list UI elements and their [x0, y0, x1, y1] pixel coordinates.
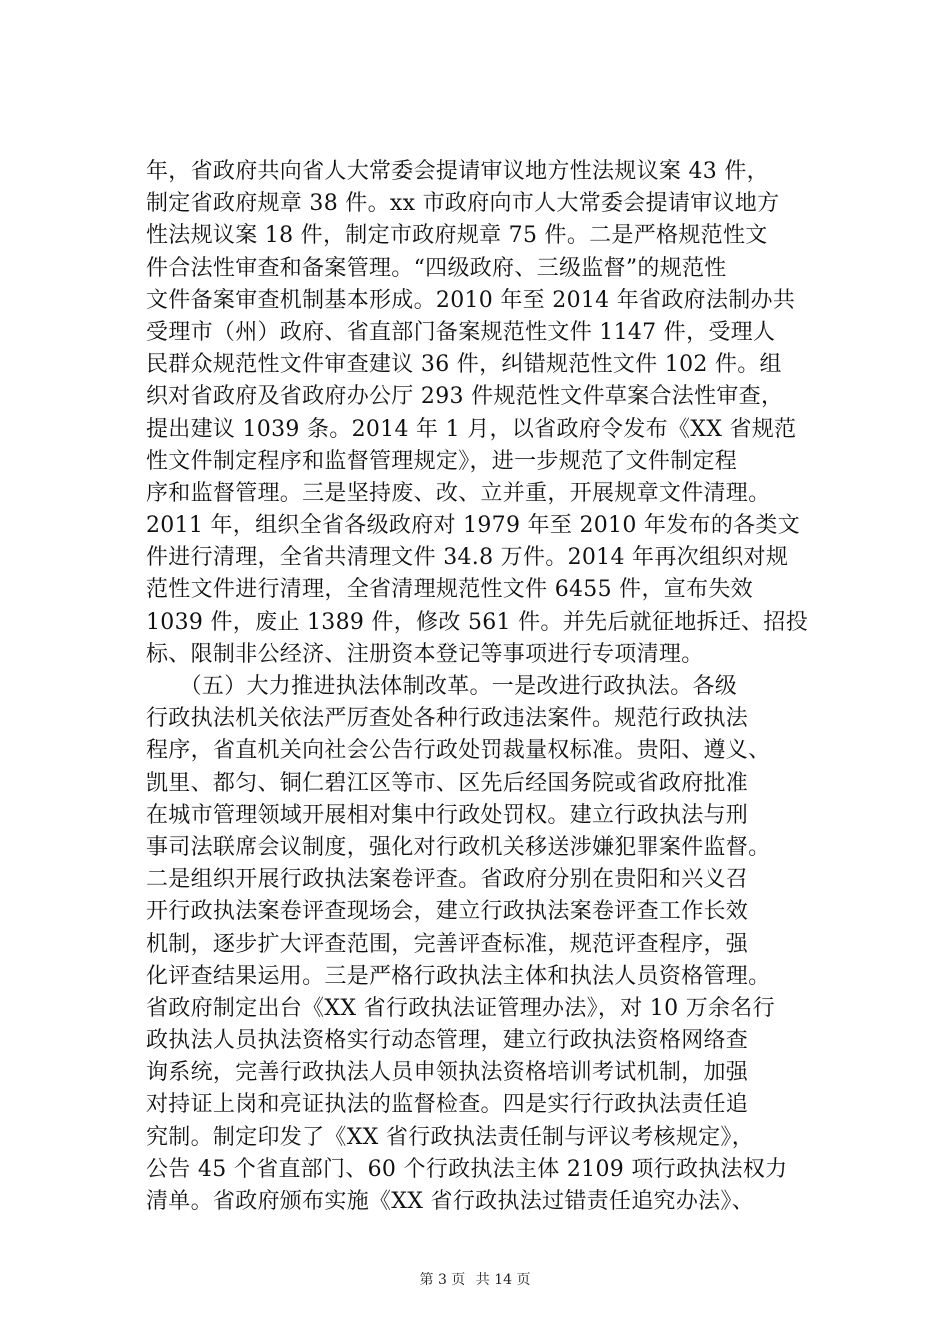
text-line: 在城市管理领域开展相对集中行政处罚权。建立行政执法与刑 — [146, 802, 749, 828]
body-text — [146, 156, 816, 1218]
text-line: 性文件制定程序和监督管理规定》，进一步规范了文件制定程 — [146, 448, 738, 474]
text-line: 开行政执法案卷评查现场会，建立行政执法案卷评查工作长效 — [146, 899, 749, 925]
text-line: 公告 45 个省直部门、60 个行政执法主体 2109 项行政执法权力 — [146, 1156, 788, 1182]
text-line: 二是组织开展行政执法案卷评查。省政府分别在贵阳和兴义召 — [146, 867, 749, 893]
text-line: 政执法人员执法资格实行动态管理，建立行政执法资格网络查 — [146, 1028, 749, 1054]
text-line: 受理市（州）政府、省直部门备案规范性文件 1147 件，受理人 — [146, 319, 776, 345]
text-line: 清单。省政府颁布实施《XX 省行政执法过错责任追究办法》、 — [146, 1189, 755, 1214]
page-footer — [0, 1270, 950, 1290]
text-line: 询系统，完善行政执法人员申领执法资格培训考试机制，加强 — [146, 1060, 749, 1086]
text-line: 2011 年，组织全省各级政府对 1979 年至 2010 年发布的各类文 — [146, 513, 801, 539]
text-line: 提出建议 1039 条。2014 年 1 月，以省政府令发布《XX 省规范 — [146, 416, 797, 442]
text-line: 标、限制非公经济、注册资本登记等事项进行专项清理。 — [146, 641, 704, 667]
text-line: 1039 件，废止 1389 件，修改 561 件。并先后就征地拆迁、招投 — [146, 609, 809, 635]
text-line: 年，省政府共向省人大常委会提请审议地方性法规议案 43 件， — [146, 159, 769, 184]
text-line: 文件备案审查机制基本形成。2010 年至 2014 年省政府法制办共 — [146, 287, 796, 313]
text-line: 民群众规范性文件审查建议 36 件，纠错规范性文件 102 件。组 — [146, 352, 782, 378]
text-line: 织对省政府及省政府办公厅 293 件规范性文件草案合法性审查， — [146, 384, 784, 410]
text-line: 序和监督管理。三是坚持废、改、立并重，开展规章文件清理。 — [146, 480, 771, 506]
text-line: 省政府制定出台《XX 省行政执法证管理办法》，对 10 万余名行 — [146, 995, 775, 1021]
text-line: 行政执法机关依法严厉查处各种行政违法案件。规范行政执法 — [146, 706, 749, 732]
text-line: 程序，省直机关向社会公告行政处罚裁量权标准。贵阳、遵义、 — [146, 738, 771, 764]
text-line: 事司法联席会议制度，强化对行政机关移送涉嫌犯罪案件监督。 — [146, 834, 771, 860]
text-line: 凯里、都匀、铜仁碧江区等市、区先后经国务院或省政府批准 — [146, 770, 749, 796]
page-total: 共 14 页 — [475, 1272, 531, 1288]
page-number: 第 3 页 — [419, 1272, 466, 1288]
text-line: 件合法性审查和备案管理。“四级政府、三级监督”的规范性 — [146, 255, 727, 281]
text-line: 件进行清理，全省共清理文件 34.8 万件。2014 年再次组织对规 — [146, 545, 789, 571]
text-line: 机制，逐步扩大评查范围，完善评查标准，规范评查程序，强 — [146, 931, 749, 957]
text-line: 化评查结果运用。三是严格行政执法主体和执法人员资格管理。 — [146, 963, 771, 989]
text-line: 制定省政府规章 38 件。xx 市政府向市人大常委会提请审议地方 — [146, 191, 780, 217]
text-line: 究制。制定印发了《XX 省行政执法责任制与评议考核规定》， — [146, 1124, 755, 1150]
text-line: （五）大力推进执法体制改革。一是改进行政执法。各级 — [146, 674, 738, 699]
text-line: 范性文件进行清理，全省清理规范性文件 6455 件，宣布失效 — [146, 577, 753, 603]
text-line: 性法规议案 18 件，制定市政府规章 75 件。二是严格规范性文 — [146, 223, 768, 249]
text-line: 对持证上岗和亮证执法的监督检查。四是实行行政执法责任追 — [146, 1092, 749, 1118]
